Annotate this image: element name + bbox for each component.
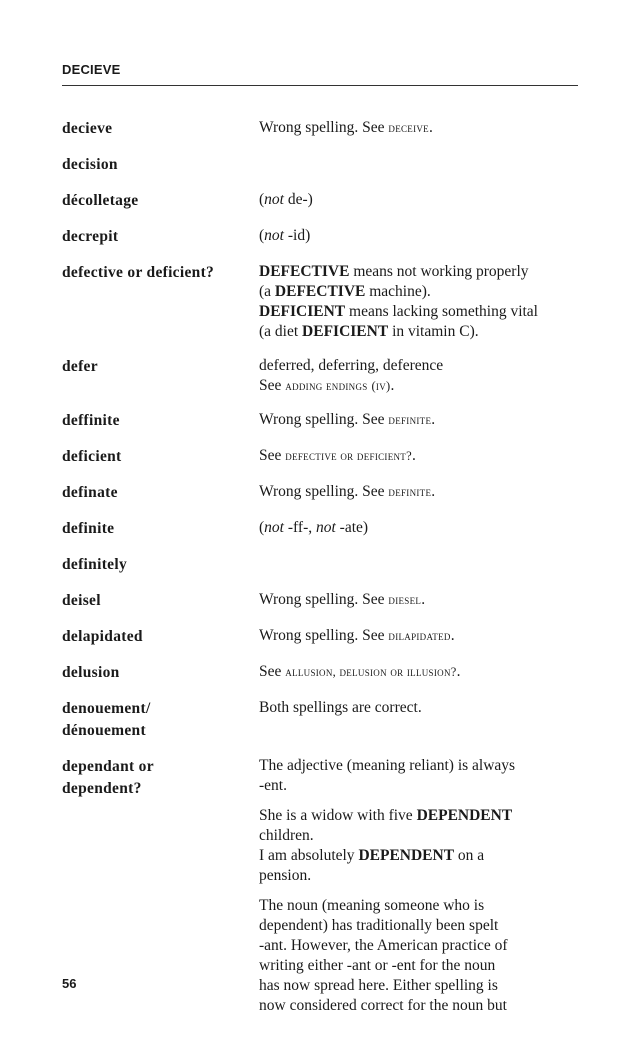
definition-line <box>259 698 578 718</box>
dictionary-entry <box>62 698 578 742</box>
term-line: definite <box>62 520 115 537</box>
text-run: -id) <box>283 227 311 244</box>
entry-term <box>62 410 259 432</box>
entry-definition <box>259 118 578 138</box>
definition-line <box>259 590 578 610</box>
definition-line <box>259 518 578 538</box>
text-run: . <box>390 377 395 394</box>
dictionary-entry <box>62 190 578 212</box>
term-line: décolletage <box>62 192 139 209</box>
definition-paragraph <box>259 226 578 246</box>
text-run: . <box>421 591 426 608</box>
entry-definition <box>259 190 578 210</box>
text-run: not <box>315 519 336 536</box>
dictionary-entry <box>62 154 578 176</box>
term-line: decrepit <box>62 228 119 245</box>
entry-term <box>62 446 259 468</box>
emphasis-word: DEPENDENT <box>416 807 513 824</box>
text-run: (a diet <box>259 323 303 340</box>
definition-line <box>259 446 578 466</box>
text-run: . <box>450 627 455 644</box>
text-run: dependent) has traditionally been spelt <box>259 917 499 934</box>
definition-line <box>259 756 578 776</box>
text-run: Wrong spelling. See <box>259 627 389 644</box>
dictionary-entries <box>62 118 578 1030</box>
text-run: pension. <box>259 867 312 884</box>
text-run: Both spellings are correct. <box>259 699 422 716</box>
definition-line <box>259 302 578 322</box>
dictionary-entry <box>62 554 578 576</box>
definition-line <box>259 262 578 282</box>
text-run: Wrong spelling. See <box>259 119 389 136</box>
term-line: definitely <box>62 556 127 573</box>
term-line: defer <box>62 358 98 375</box>
term-line: decision <box>62 156 118 173</box>
cross-reference: adding endings <box>285 379 368 393</box>
text-run: means not working properly <box>349 263 529 280</box>
text-run: ( <box>259 191 265 208</box>
text-run: (a <box>259 283 275 300</box>
text-run: Wrong spelling. See <box>259 483 389 500</box>
definition-line <box>259 996 578 1016</box>
definition-line <box>259 826 578 846</box>
definition-line <box>259 356 578 376</box>
dictionary-entry <box>62 662 578 684</box>
text-run: -ff-, <box>283 519 316 536</box>
entry-term <box>62 356 259 378</box>
text-run: . <box>428 119 433 136</box>
entry-term <box>62 554 259 576</box>
entry-term <box>62 662 259 684</box>
definition-line <box>259 410 578 430</box>
text-run: ( <box>259 227 265 244</box>
text-run: writing either -ant or -ent for the noun <box>259 957 496 974</box>
definition-line <box>259 626 578 646</box>
text-run: not <box>264 519 284 536</box>
definition-line <box>259 376 578 396</box>
entry-definition <box>259 518 578 538</box>
dictionary-entry <box>62 356 578 396</box>
entry-definition <box>259 226 578 246</box>
entry-term <box>62 226 259 248</box>
entry-definition <box>259 262 578 342</box>
text-run: See <box>259 377 286 394</box>
term-line: definate <box>62 484 118 501</box>
entry-definition <box>259 482 578 502</box>
entry-term <box>62 590 259 612</box>
emphasis-word: DEFECTIVE <box>274 283 366 300</box>
definition-line <box>259 662 578 682</box>
definition-line <box>259 976 578 996</box>
definition-paragraph <box>259 806 578 886</box>
header-rule <box>62 85 578 86</box>
definition-line <box>259 866 578 886</box>
text-run: I am absolutely <box>259 847 359 864</box>
term-line: dénouement <box>62 722 146 739</box>
text-run: -ent. <box>259 777 287 794</box>
text-run: . <box>411 447 416 464</box>
entry-term <box>62 154 259 176</box>
term-line: dependant or <box>62 758 154 775</box>
definition-paragraph <box>259 482 578 502</box>
text-run: in vitamin C). <box>388 323 479 340</box>
cross-reference: diesel <box>388 593 422 607</box>
term-line: decieve <box>62 120 113 137</box>
definition-line <box>259 846 578 866</box>
term-line: delusion <box>62 664 120 681</box>
emphasis-word: DEFICIENT <box>302 323 389 340</box>
definition-paragraph <box>259 698 578 718</box>
cross-reference: (iv) <box>371 379 391 393</box>
dictionary-entry <box>62 118 578 140</box>
definition-paragraph <box>259 756 578 796</box>
dictionary-entry <box>62 626 578 648</box>
dictionary-entry <box>62 518 578 540</box>
page-number: 56 <box>62 976 77 991</box>
cross-reference: allusion, delusion or illusion? <box>285 665 457 679</box>
term-line: deffinite <box>62 412 120 429</box>
definition-paragraph <box>259 118 578 138</box>
term-line: dependent? <box>62 780 142 797</box>
text-run: not <box>264 227 284 244</box>
definition-line <box>259 956 578 976</box>
text-run: has now spread here. Either spelling is <box>259 977 498 994</box>
text-run: Wrong spelling. See <box>259 591 389 608</box>
emphasis-word: DEFECTIVE <box>259 263 350 280</box>
text-run: . <box>456 663 461 680</box>
definition-line <box>259 322 578 342</box>
definition-paragraph <box>259 410 578 430</box>
text-run: ( <box>259 519 265 536</box>
text-run: means lacking something vital <box>345 303 538 320</box>
term-line: denouement/ <box>62 700 151 717</box>
entry-definition <box>259 756 578 1016</box>
emphasis-word: DEFICIENT <box>259 303 346 320</box>
cross-reference: definite <box>388 485 432 499</box>
cross-reference: dilapidated <box>388 629 451 643</box>
text-run: -ant. However, the American practice of <box>259 937 508 954</box>
entry-term <box>62 756 259 800</box>
text-run: -ate) <box>335 519 369 536</box>
dictionary-entry <box>62 446 578 468</box>
cross-reference: deceive <box>388 121 429 135</box>
definition-line <box>259 482 578 502</box>
entry-definition <box>259 626 578 646</box>
entry-definition <box>259 698 578 718</box>
dictionary-entry <box>62 226 578 248</box>
text-run: The adjective (meaning reliant) is always <box>259 757 516 774</box>
text-run: She is a widow with five <box>259 807 417 824</box>
definition-line <box>259 282 578 302</box>
text-run: de-) <box>283 191 313 208</box>
definition-paragraph <box>259 896 578 1016</box>
definition-line <box>259 190 578 210</box>
text-run: The noun (meaning someone who is <box>259 897 485 914</box>
text-run: now considered correct for the noun but <box>259 997 507 1014</box>
definition-paragraph <box>259 262 578 342</box>
definition-paragraph <box>259 446 578 466</box>
entry-term <box>62 626 259 648</box>
text-run: Wrong spelling. See <box>259 411 389 428</box>
definition-paragraph <box>259 590 578 610</box>
term-line: deisel <box>62 592 101 609</box>
term-line: delapidated <box>62 628 143 645</box>
definition-line <box>259 226 578 246</box>
dictionary-entry <box>62 262 578 342</box>
text-run: See <box>259 447 286 464</box>
text-run: . <box>431 483 436 500</box>
entry-definition <box>259 590 578 610</box>
term-line: deficient <box>62 448 122 465</box>
definition-line <box>259 916 578 936</box>
entry-definition <box>259 356 578 396</box>
entry-term <box>62 118 259 140</box>
definition-line <box>259 806 578 826</box>
definition-line <box>259 936 578 956</box>
running-head: DECIEVE <box>62 62 121 77</box>
entry-term <box>62 482 259 504</box>
definition-paragraph <box>259 626 578 646</box>
entry-definition <box>259 662 578 682</box>
text-run: . <box>431 411 436 428</box>
text-run: machine). <box>365 283 431 300</box>
term-line: defective or deficient? <box>62 264 215 281</box>
dictionary-entry <box>62 410 578 432</box>
definition-line <box>259 776 578 796</box>
dictionary-entry <box>62 590 578 612</box>
emphasis-word: DEPENDENT <box>358 847 455 864</box>
entry-term <box>62 698 259 742</box>
definition-paragraph <box>259 518 578 538</box>
entry-definition <box>259 446 578 466</box>
text-run: See <box>259 663 286 680</box>
dictionary-entry <box>62 482 578 504</box>
text-run: not <box>264 191 284 208</box>
text-run: on a <box>454 847 485 864</box>
dictionary-entry <box>62 756 578 1016</box>
definition-line <box>259 896 578 916</box>
cross-reference: definite <box>388 413 432 427</box>
entry-term <box>62 518 259 540</box>
entry-term <box>62 262 259 284</box>
entry-term <box>62 190 259 212</box>
cross-reference: defective or deficient? <box>285 449 412 463</box>
definition-line <box>259 118 578 138</box>
text-run: deferred, deferring, deference <box>259 357 444 374</box>
definition-paragraph <box>259 356 578 396</box>
text-run: children. <box>259 827 314 844</box>
definition-paragraph <box>259 662 578 682</box>
entry-definition <box>259 410 578 430</box>
definition-paragraph <box>259 190 578 210</box>
